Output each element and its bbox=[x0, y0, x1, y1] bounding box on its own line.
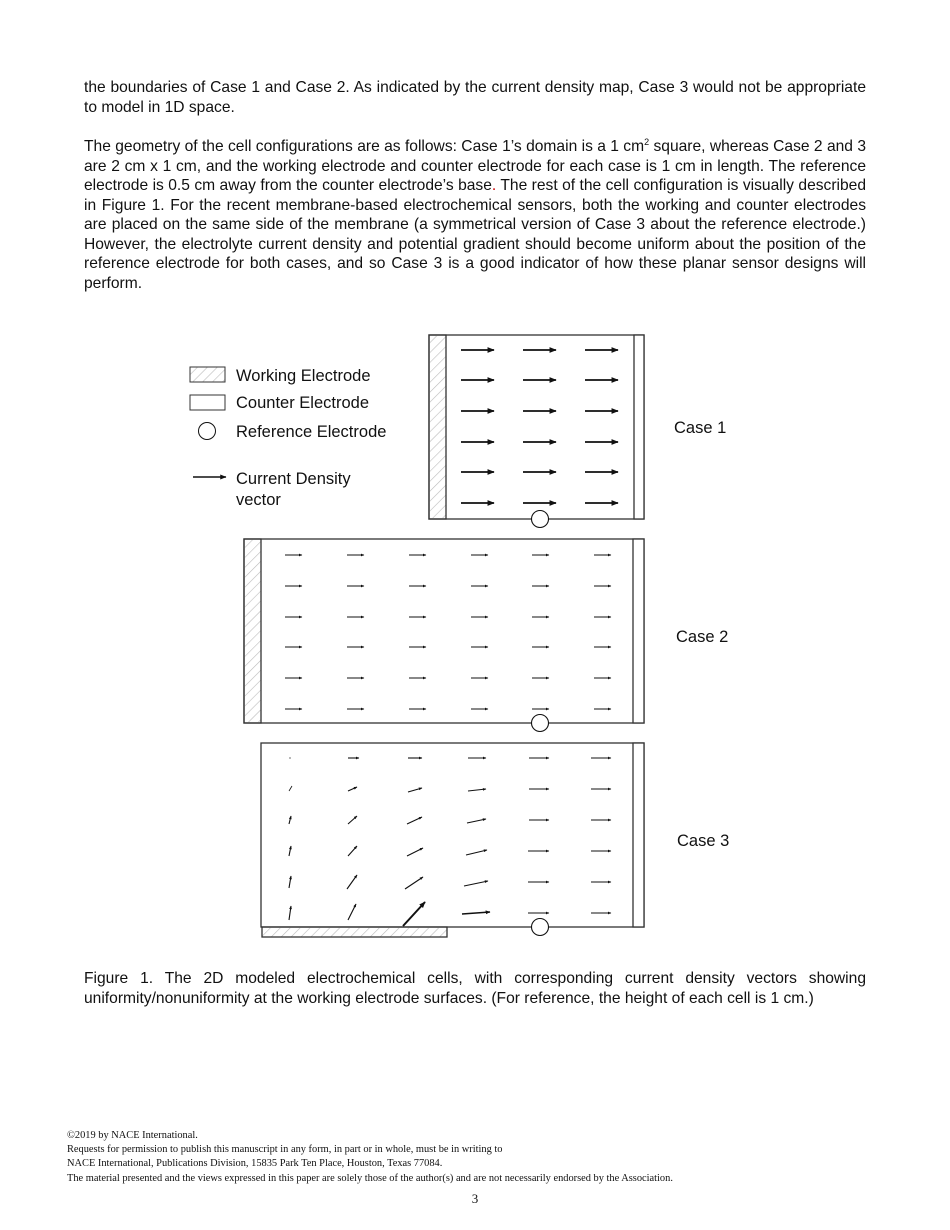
case-3-cell bbox=[261, 743, 729, 937]
working-electrode-legend-icon bbox=[190, 367, 225, 382]
case-2-label: Case 2 bbox=[676, 628, 729, 646]
case-2-cell bbox=[244, 539, 728, 732]
case-2-reference-electrode bbox=[532, 715, 549, 732]
legend-current-density-line2: vector bbox=[236, 491, 281, 509]
legend-current-density-line1: Current Density bbox=[236, 470, 351, 488]
body-paragraph-1: the boundaries of Case 1 and Case 2. As indicated by the current density map, Case 3 would not be appropriate to model in 1D space. bbox=[84, 79, 866, 116]
case-3-counter-electrode bbox=[633, 743, 644, 927]
case-3-working-electrode bbox=[262, 927, 447, 937]
paragraph-2-text-c: The rest of the cell configuration is visually described in Figure 1. For the recent membrane-based electrochemical sensors, both the working and counter electrodes are placed on the same side of the membrane (a symmetrical version of Case 3 about the reference electrode.) However, the electrolyte current density and potential gradient should become uniform about the position of the reference electrode for both cases, and so Case 3 is a good indicator of how these planar sensor designs will perform. bbox=[84, 177, 867, 292]
figure-caption: Figure 1. The 2D modeled electrochemical cells, with corresponding current density vectors showing uniformity/nonuniformity at the working electrode surfaces. (For reference, the height of each cell is 1 cm.) bbox=[84, 970, 866, 1007]
paragraph-2-text-b: square, whereas Case 2 and 3 are 2 cm x 1 cm, and the working electrode and counter electrode for each case is 1 cm in length. The reference electrode is 0.5 cm away from the counter electrode’s base bbox=[84, 138, 867, 194]
legend-counter-electrode: Counter Electrode bbox=[236, 394, 369, 412]
legend bbox=[190, 367, 386, 509]
case-2-counter-electrode bbox=[633, 539, 644, 723]
footer-line-2: Requests for permission to publish this manuscript in any form, in part or in whole, must be in writing to bbox=[67, 1144, 503, 1156]
footer-line-1: ©2019 by NACE International. bbox=[67, 1130, 198, 1141]
footer-line-4: The material presented and the views expressed in this paper are solely those of the author(s) and are not necessarily endorsed by the Association. bbox=[67, 1172, 673, 1184]
footer-line-3: NACE International, Publications Division, 15835 Park Ten Place, Houston, Texas 77084. bbox=[67, 1158, 443, 1170]
case-1-counter-electrode bbox=[634, 335, 644, 519]
case-1-label: Case 1 bbox=[674, 419, 727, 437]
case-3-reference-electrode bbox=[532, 919, 549, 936]
reference-electrode-legend-icon bbox=[199, 423, 216, 440]
superscript-2: 2 bbox=[644, 137, 650, 147]
page-number: 3 bbox=[471, 1191, 479, 1206]
paragraph-2-text-a: The geometry of the cell configurations are as follows: Case 1’s domain is a 1 cm bbox=[84, 138, 645, 155]
case-1-working-electrode bbox=[429, 335, 446, 519]
counter-electrode-legend-icon bbox=[190, 395, 225, 410]
red-period: . bbox=[491, 177, 497, 194]
case-1-cell bbox=[429, 335, 726, 528]
case-2-working-electrode bbox=[244, 539, 261, 723]
copyright-footer bbox=[67, 1129, 887, 1186]
case-3-label: Case 3 bbox=[677, 832, 730, 850]
legend-working-electrode: Working Electrode bbox=[236, 367, 371, 385]
legend-reference-electrode: Reference Electrode bbox=[236, 423, 387, 441]
case-1-reference-electrode bbox=[532, 511, 549, 528]
